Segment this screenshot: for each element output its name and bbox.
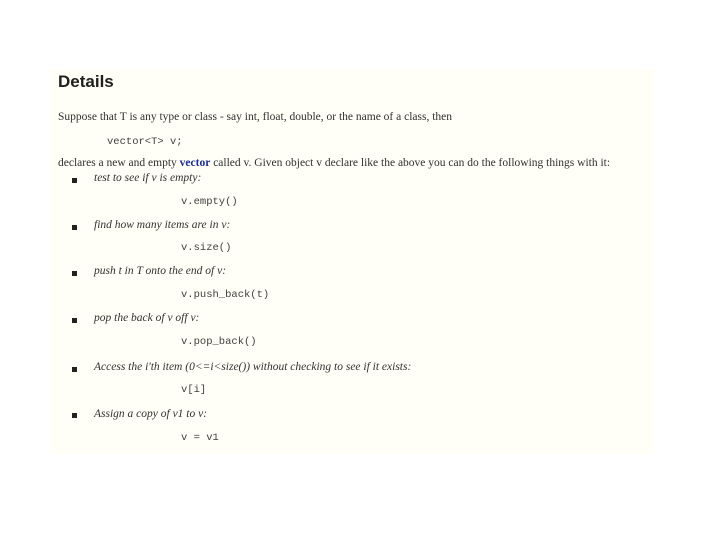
page-title: Details [58, 72, 114, 91]
list-item-text: find how many items are in v: [94, 219, 231, 231]
bullet-icon [72, 271, 77, 276]
bullet-icon [72, 367, 77, 372]
list-item-text: push t in T onto the end of v: [94, 265, 227, 277]
declaration-code: vector<T> v; [107, 136, 183, 148]
list-item-text: pop the back of v off v: [94, 312, 200, 324]
bullet-icon [72, 178, 77, 183]
content-panel [50, 68, 654, 454]
list-item-code: v.empty() [181, 196, 238, 208]
intro-text: Suppose that T is any type or class - say int, float, double, or the name of a class, then [58, 111, 453, 123]
list-item-code: v[i] [181, 384, 207, 396]
vector-keyword: vector [179, 157, 211, 169]
list-item-code: v.pop_back() [181, 336, 257, 348]
bullet-icon [72, 225, 77, 230]
list-item-text: Assign a copy of v1 to v: [94, 408, 208, 420]
description-after: called v. Given object v declare like the above you can do the following things with it: [210, 157, 611, 169]
list-item-text: Access the i'th item (0<=i<size()) without checking to see if it exists: [94, 361, 412, 373]
bullet-icon [72, 413, 77, 418]
bullet-icon [72, 318, 77, 323]
list-item-text: test to see if v is empty: [94, 172, 202, 184]
list-item-code: v.size() [181, 242, 232, 254]
list-item-code: v = v1 [181, 432, 219, 444]
list-item-code: v.push_back(t) [181, 289, 270, 301]
description-before: declares a new and empty [58, 157, 180, 169]
description-text [58, 157, 610, 169]
